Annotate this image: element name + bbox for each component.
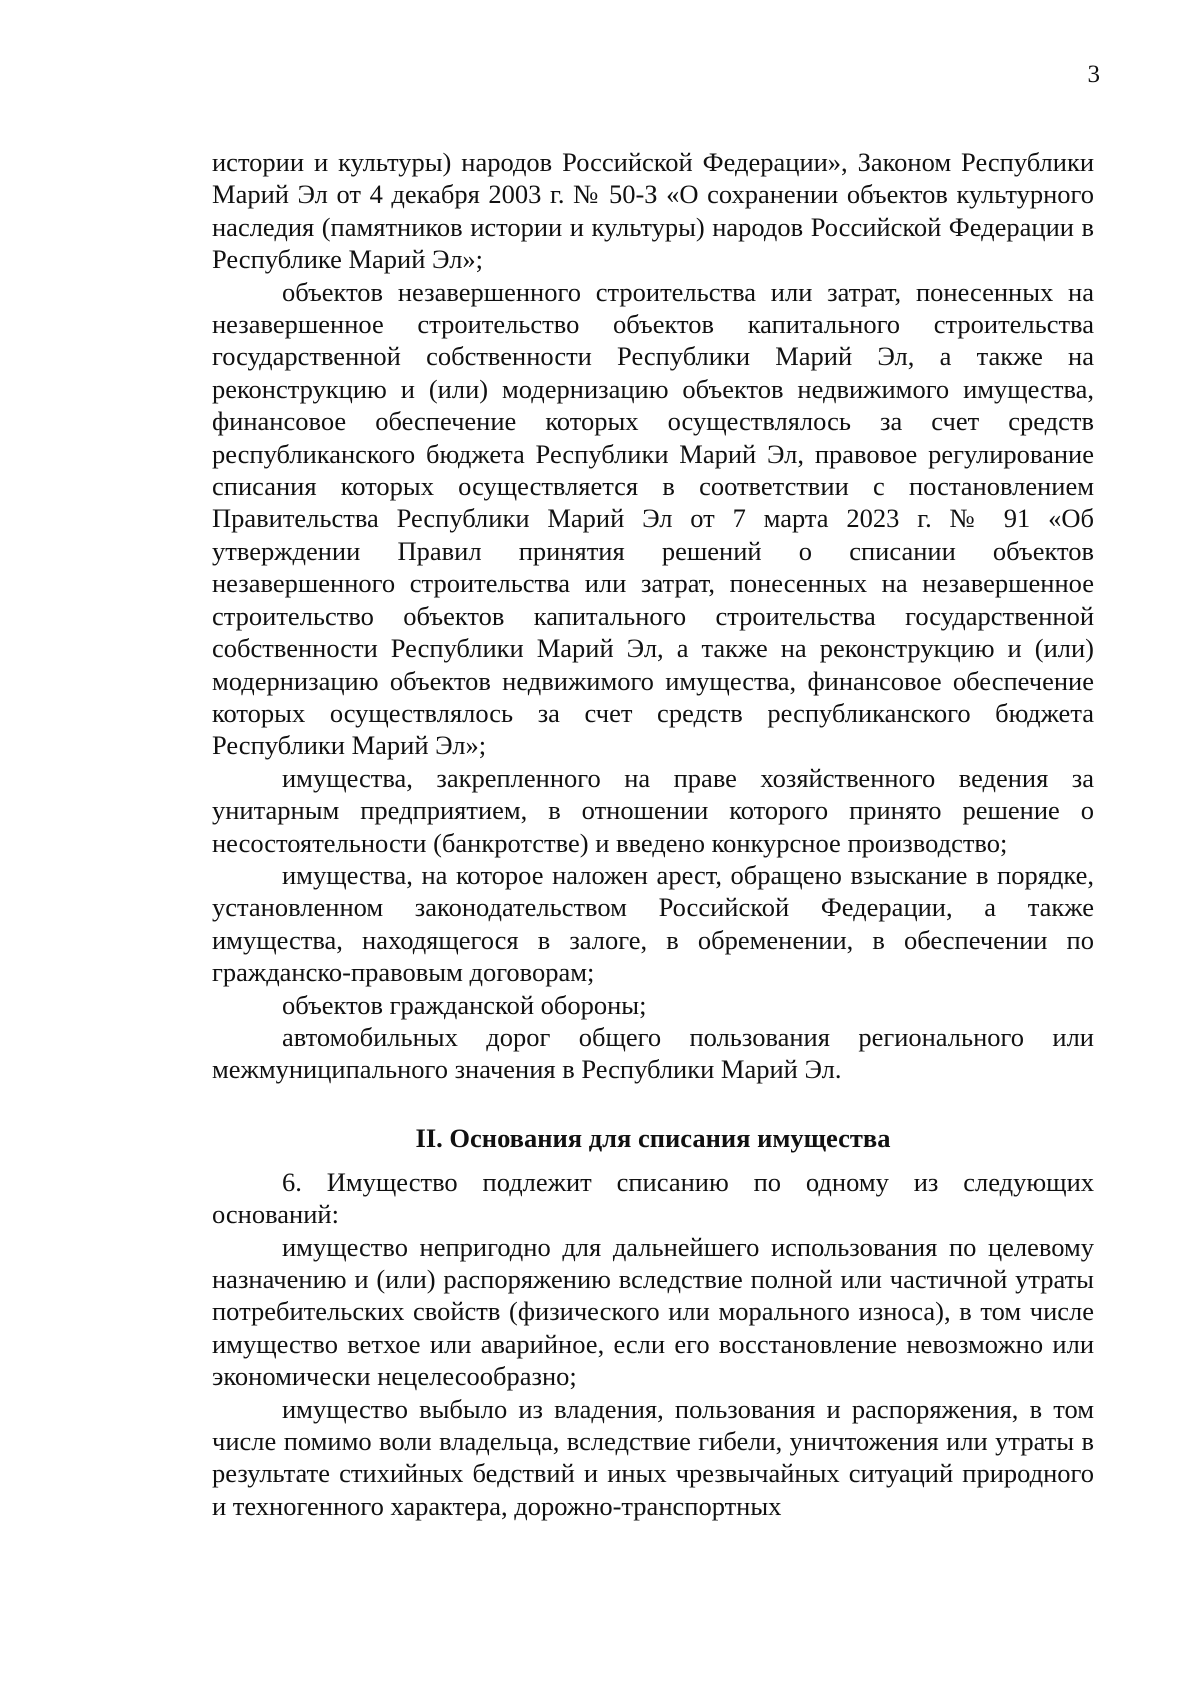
paragraph-item-6: 6. Имущество подлежит списанию по одному из следующих оснований: <box>212 1166 1094 1230</box>
paragraph-roads: автомобильных дорог общего пользования регионального или межмуниципального значения в Республики Марий Эл. <box>212 1021 1094 1085</box>
paragraph-unfit-property: имущество непригодно для дальнейшего использования по целевому назначению и (или) распоряжению вследствие полной или частичной утраты потребительских свойств (физического или морального износа), в том числе имущество ветхое или аварийное, если его восстановление невозможно или экономически нецелесообразно; <box>212 1231 1094 1392</box>
paragraph-arrested-property: имущества, на которое наложен арест, обращено взыскание в порядке, установленном законодательством Российской Федерации, а также имущества, находящегося в залоге, в обременении, в обеспечении по гражданско-правовым договорам; <box>212 859 1094 988</box>
paragraph-continuation: истории и культуры) народов Российской Федерации», Законом Республики Марий Эл от 4 декабря 2003 г. № 50-З «О сохранении объектов культурного наследия (памятников истории и культуры) народов Российской Федерации в Республике Марий Эл»; <box>212 147 1094 275</box>
paragraph-unitary-enterprise: имущества, закрепленного на праве хозяйственного ведения за унитарным предприятием, в отношении которого принято решение о несостоятельности (банкротстве) и введено конкурсное производство; <box>212 762 1094 858</box>
page-number: 3 <box>1087 61 1100 88</box>
paragraph-unfinished-construction: объектов незавершенного строительства или затрат, понесенных на незавершенное строительство объектов капитального строительства государственной собственности Республики Марий Эл, а также на реконструкцию и (или) модернизацию объектов недвижимого имущества, финансовое обеспечение которых осуществлялось за счет средств республиканского бюджета Республики Марий Эл, правовое регулирование списания которых осуществляется в соответствии с постановлением Правительства Республики Марий Эл от 7 марта 2023 г. № 91 «Об утверждении Правил принятия решений о списании объектов незавершенного строительства или затрат, понесенных на незавершенное строительство объектов капитального строительства государственной собственности Республики Марий Эл, а также на реконструкцию и (или) модернизацию объектов недвижимого имущества, финансовое обеспечение которых осуществлялось за счет средств республиканского бюджета Республики Марий Эл»; <box>212 276 1094 761</box>
paragraph-civil-defense: объектов гражданской обороны; <box>282 989 647 1020</box>
paragraph-lost-property: имущество выбыло из владения, пользования и распоряжения, в том числе помимо воли владельца, вследствие гибели, уничтожения или утраты в результате стихийных бедствий и иных чрезвычайных ситуаций природного и техногенного характера, дорожно-транспортных <box>212 1393 1094 1521</box>
section-heading: II. Основания для списания имущества <box>415 1122 891 1153</box>
document-body <box>212 146 1094 1522</box>
